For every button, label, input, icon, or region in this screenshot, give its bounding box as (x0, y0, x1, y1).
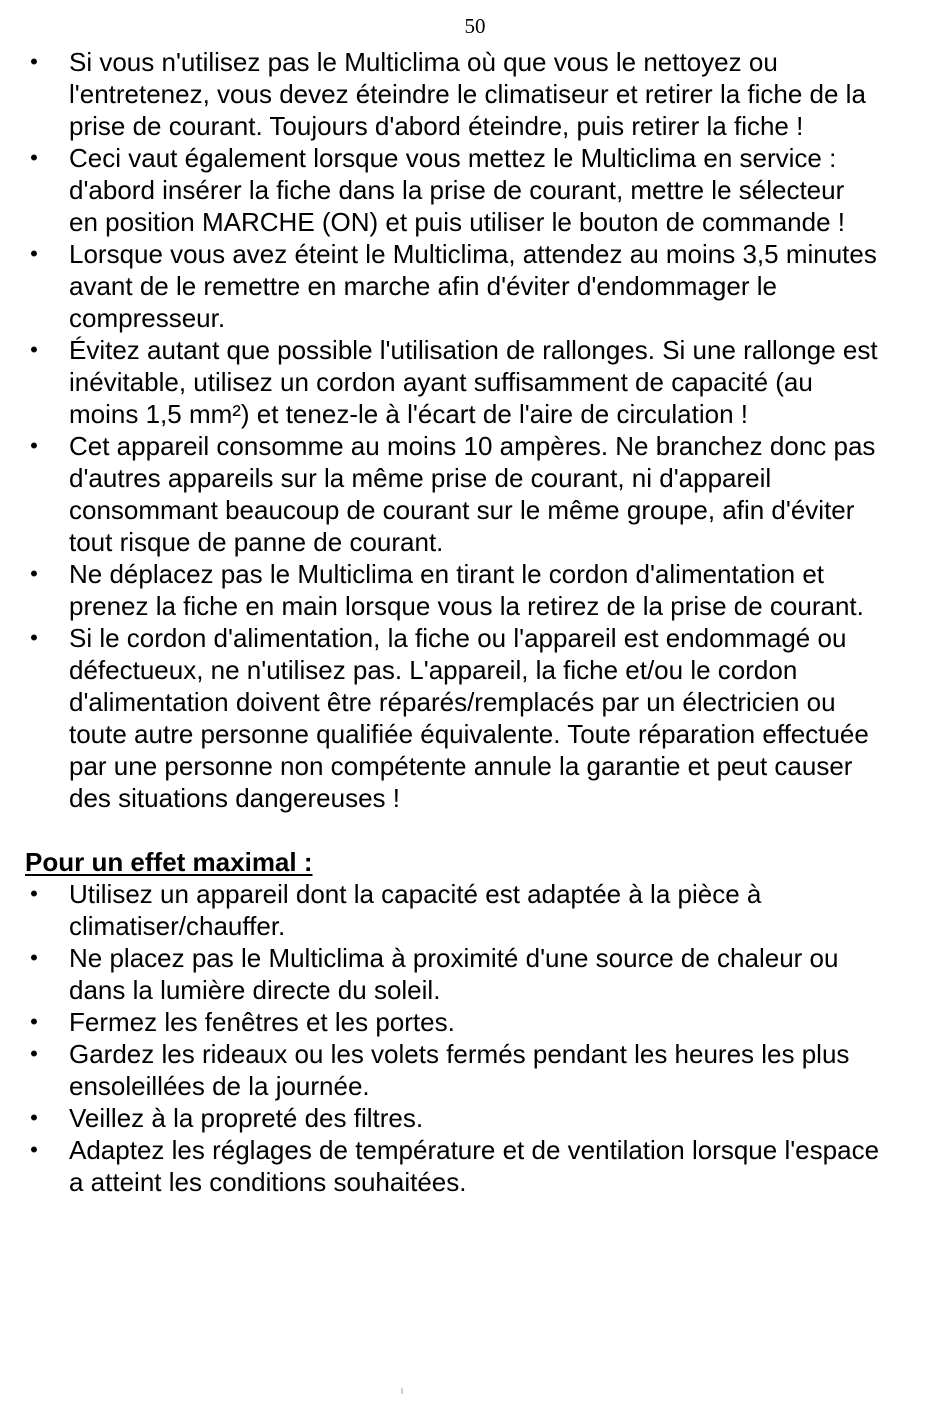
list-item-text: Cet appareil consomme au moins 10 ampères. Ne branchez donc pas d'autres appareils sur la même prise de courant, ni d'appareil consommant beaucoup de courant sur le même groupe, afin d'éviter tout risque de panne de courant. (69, 431, 876, 557)
list-item (0, 1038, 950, 1102)
section-heading: Pour un effet maximal : (25, 847, 313, 877)
bullet-icon: • (30, 1041, 38, 1066)
list-item (0, 142, 950, 238)
bullet-icon: • (30, 945, 38, 970)
list-item (0, 1006, 950, 1038)
list-item-text: Ceci vaut également lorsque vous mettez le Multiclima en service : d'abord insérer la fiche dans la prise de courant, mettre le sélecteur en position MARCHE (ON) et puis utiliser le bouton de commande ! (69, 143, 846, 237)
list-item-text: Évitez autant que possible l'utilisation de rallonges. Si une rallonge est inévitable, utilisez un cordon ayant suffisamment de capacité (au moins 1,5 mm²) et tenez-le à l'écart de l'aire de circulation ! (69, 335, 878, 429)
list-item-text: Ne déplacez pas le Multiclima en tirant le cordon d'alimentation et prenez la fiche en main lorsque vous la retirez de la prise de courant. (69, 559, 864, 621)
list-item (0, 238, 950, 334)
list-item-text: Veillez à la propreté des filtres. (69, 1103, 424, 1133)
list-item (0, 622, 950, 814)
bullet-icon: • (30, 337, 38, 362)
list-item (0, 942, 950, 1006)
list-item-text: Fermez les fenêtres et les portes. (69, 1007, 455, 1037)
list-item (0, 1134, 950, 1198)
bullet-icon: • (30, 881, 38, 906)
document-body (0, 46, 950, 1198)
scan-artifact (401, 1388, 403, 1394)
section-spacer (0, 814, 950, 846)
bullet-icon: • (30, 1105, 38, 1130)
list-item-text: Ne placez pas le Multiclima à proximité d'une source de chaleur ou dans la lumière directe du soleil. (69, 943, 839, 1005)
list-item (0, 878, 950, 942)
list-item (0, 334, 950, 430)
list-item (0, 1102, 950, 1134)
list-item-text: Adaptez les réglages de température et de ventilation lorsque l'espace a atteint les conditions souhaitées. (69, 1135, 880, 1197)
bullet-icon: • (30, 1137, 38, 1162)
list-item (0, 558, 950, 622)
bullet-icon: • (30, 433, 38, 458)
bullet-icon: • (30, 241, 38, 266)
max-effect-list (0, 878, 950, 1198)
page-number: 50 (464, 14, 486, 38)
bullet-icon: • (30, 1009, 38, 1034)
list-item (0, 430, 950, 558)
list-item-text: Utilisez un appareil dont la capacité est adaptée à la pièce à climatiser/chauffer. (69, 879, 762, 941)
list-item-text: Si vous n'utilisez pas le Multiclima où que vous le nettoyez ou l'entretenez, vous devez éteindre le climatiseur et retirer la fiche de la prise de courant. Toujours d'abord éteindre, puis retirer la fiche ! (69, 47, 866, 141)
bullet-icon: • (30, 49, 38, 74)
bullet-icon: • (30, 145, 38, 170)
bullet-icon: • (30, 561, 38, 586)
list-item-text: Gardez les rideaux ou les volets fermés pendant les heures les plus ensoleillées de la journée. (69, 1039, 850, 1101)
bullet-icon: • (30, 625, 38, 650)
list-item-text: Si le cordon d'alimentation, la fiche ou l'appareil est endommagé ou défectueux, ne n'utilisez pas. L'appareil, la fiche et/ou le cordon d'alimentation doivent être réparés/remplacés par un électricien ou toute autre personne qualifiée équivalente. Toute réparation effectuée par une personne non compétente annule la garantie et peut causer des situations dangereuses ! (69, 623, 869, 813)
list-item (0, 46, 950, 142)
warnings-list (0, 46, 950, 814)
list-item-text: Lorsque vous avez éteint le Multiclima, attendez au moins 3,5 minutes avant de le remettre en marche afin d'éviter d'endommager le compresseur. (69, 239, 877, 333)
